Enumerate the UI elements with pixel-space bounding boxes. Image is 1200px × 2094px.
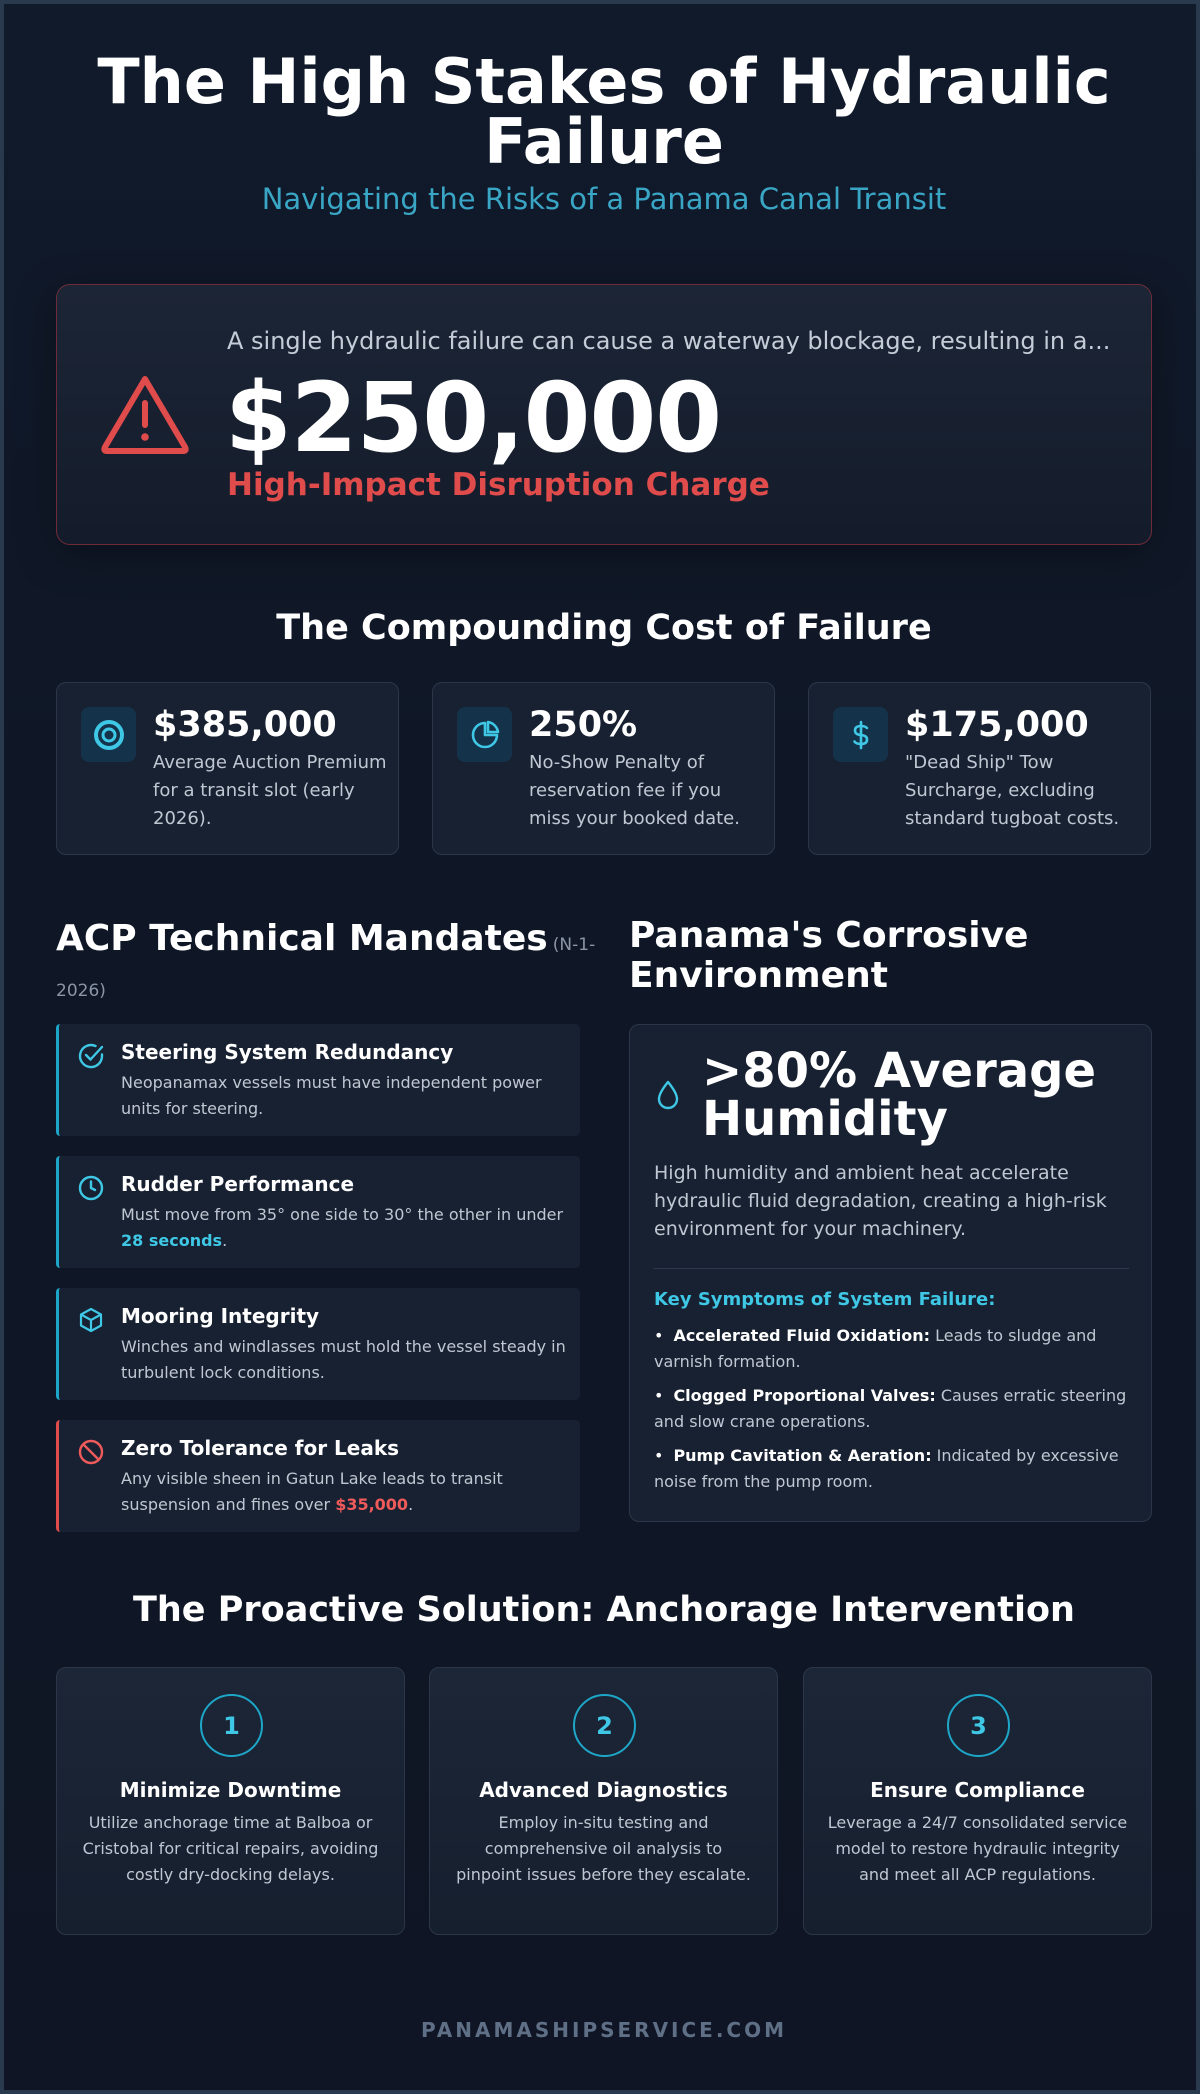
page-title: The High Stakes of Hydraulic Failure xyxy=(97,45,1111,178)
mandate-highlight: 28 seconds xyxy=(121,1231,223,1250)
solution-heading: The Proactive Solution: Anchorage Intervention xyxy=(133,1590,1075,1630)
cost-value: 250% xyxy=(529,705,638,745)
mandate-steering xyxy=(56,1024,580,1136)
mandate-description xyxy=(121,1202,569,1254)
symptom-text: Causes erratic steering and slow crane operations. xyxy=(654,1386,1127,1431)
solution-step-2 xyxy=(429,1667,778,1935)
symptom-item: • Accelerated Fluid Oxidation: Leads to sludge and varnish formation. xyxy=(654,1326,1097,1371)
mandate-description: Winches and windlasses must hold the vessel steady in turbulent lock conditions. xyxy=(121,1337,566,1382)
footer-website: PANAMASHIPSERVICE.COM xyxy=(420,2018,788,2042)
cube-icon xyxy=(77,1306,105,1334)
step-description: Utilize anchorage time at Balboa or Cristobal for critical repairs, avoiding costly dry-docking delays. xyxy=(82,1813,379,1884)
mandate-mooring xyxy=(56,1288,580,1400)
symptom-item: • Clogged Proportional Valves: Causes erratic steering and slow crane operations. xyxy=(654,1386,1127,1431)
symptom-text: Indicated by excessive noise from the pump room. xyxy=(654,1446,1119,1491)
mandate-description-text: Any visible sheen in Gatun Lake leads to transit suspension and fines over xyxy=(121,1469,503,1514)
mandate-highlight: $35,000 xyxy=(335,1495,409,1514)
step-number: 2 xyxy=(573,1694,636,1757)
cost-card-no-show xyxy=(432,682,775,855)
symptom-title: Accelerated Fluid Oxidation: xyxy=(673,1326,931,1345)
step-title: Advanced Diagnostics xyxy=(479,1778,728,1802)
environment-description: High humidity and ambient heat accelerate hydraulic fluid degradation, creating a high-risk environment for your machinery. xyxy=(654,1162,1107,1240)
solution-step-1 xyxy=(56,1667,405,1935)
warning-triangle-icon xyxy=(99,373,191,455)
cost-description: Average Auction Premium for a transit slot (early 2026). xyxy=(153,752,387,829)
clock-icon xyxy=(77,1174,105,1202)
cost-card-dead-ship xyxy=(808,682,1151,855)
cost-description: "Dead Ship" Tow Surcharge, excluding standard tugboat costs. xyxy=(905,752,1120,829)
page-subtitle: Navigating the Risks of a Panama Canal Transit xyxy=(261,182,947,216)
cost-description: No-Show Penalty of reservation fee if you miss your booked date. xyxy=(529,752,740,829)
mandate-rudder xyxy=(56,1156,580,1268)
hero-card xyxy=(56,284,1152,545)
mandate-title: Mooring Integrity xyxy=(121,1304,320,1328)
step-number: 3 xyxy=(947,1694,1010,1757)
dollar-icon xyxy=(833,707,888,762)
symptom-text: Leads to sludge and varnish formation. xyxy=(654,1326,1097,1371)
mandate-leaks xyxy=(56,1420,580,1532)
cost-value: $385,000 xyxy=(153,705,337,745)
prohibited-icon xyxy=(77,1438,105,1466)
mandates-heading xyxy=(56,916,596,1014)
symptom-title: Pump Cavitation & Aeration: xyxy=(673,1446,932,1465)
step-description: Employ in-situ testing and comprehensive oil analysis to pinpoint issues before they escalate. xyxy=(456,1813,751,1884)
hero-amount: $250,000 xyxy=(225,362,722,474)
mandate-description xyxy=(121,1466,569,1518)
environment-heading: Panama's Corrosive Environment xyxy=(629,915,1029,996)
cost-card-auction xyxy=(56,682,399,855)
symptoms-heading: Key Symptoms of System Failure: xyxy=(654,1289,996,1310)
hero-lead-text: A single hydraulic failure can cause a waterway blockage, resulting in a... xyxy=(227,327,1111,355)
environment-card xyxy=(629,1024,1152,1522)
mandate-description-end: . xyxy=(408,1495,414,1514)
costs-heading: The Compounding Cost of Failure xyxy=(276,608,932,648)
step-number: 1 xyxy=(200,1694,263,1757)
symptom-item: • Pump Cavitation & Aeration: Indicated by excessive noise from the pump room. xyxy=(654,1446,1119,1491)
pie-chart-icon xyxy=(457,707,512,762)
mandate-title: Rudder Performance xyxy=(121,1172,355,1196)
step-description: Leverage a 24/7 consolidated service model to restore hydraulic integrity and meet all ACP regulations. xyxy=(827,1813,1128,1884)
cost-value: $175,000 xyxy=(905,705,1089,745)
hero-charge-label: High-Impact Disruption Charge xyxy=(227,467,770,503)
step-title: Minimize Downtime xyxy=(119,1778,342,1802)
mandates-heading-text: ACP Technical Mandates xyxy=(56,918,548,959)
mandate-description-text: Must move from 35° one side to 30° the other in under xyxy=(121,1205,564,1224)
mandate-title: Zero Tolerance for Leaks xyxy=(121,1436,400,1460)
check-circle-icon xyxy=(77,1042,105,1070)
symptom-title: Clogged Proportional Valves: xyxy=(673,1386,936,1405)
step-title: Ensure Compliance xyxy=(870,1778,1085,1802)
water-drop-icon xyxy=(654,1079,682,1111)
target-icon xyxy=(81,707,136,762)
humidity-stat: >80% Average Humidity xyxy=(702,1043,1097,1147)
solution-step-3 xyxy=(803,1667,1152,1935)
mandate-description-end: . xyxy=(222,1231,228,1250)
mandate-title: Steering System Redundancy xyxy=(121,1040,454,1064)
divider xyxy=(654,1268,1129,1269)
mandates-heading-note: (N-1-2026) xyxy=(56,935,596,1001)
mandate-description: Neopanamax vessels must have independent power units for steering. xyxy=(121,1073,542,1118)
